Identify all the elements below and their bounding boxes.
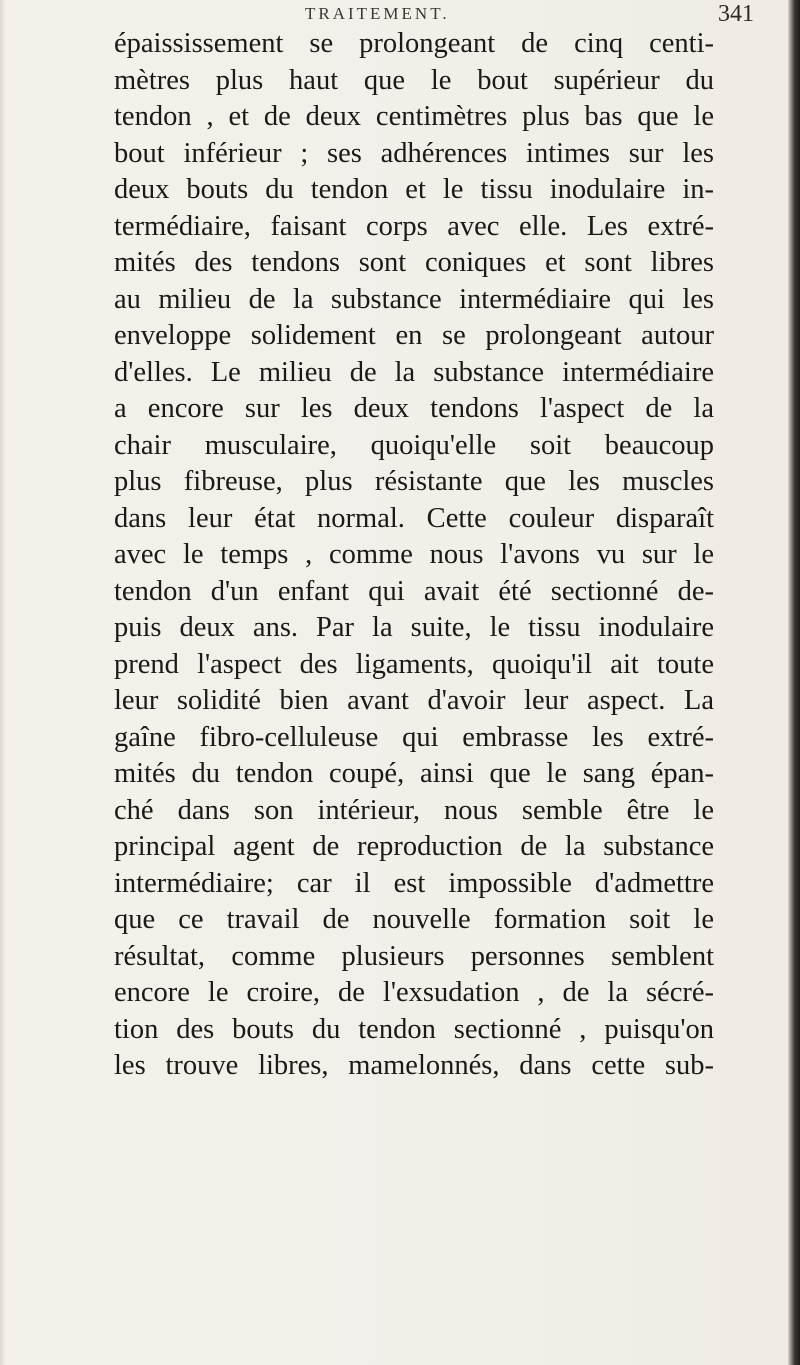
text-line: gaîne fibro-celluleuse qui embrasse les extré- [114,721,714,753]
text-line: tion des bouts du tendon sectionné , puisqu'on [114,1013,714,1045]
text-line: mités du tendon coupé, ainsi que le sang épan- [114,758,714,789]
text-line: mités des tendons sont coniques et sont libres [114,247,714,278]
page-gutter-shadow [0,0,6,1365]
text-line: bout inférieur ; ses adhérences intimes sur les [114,137,714,169]
running-title: TRAITEMENT. [305,4,450,23]
text-line: puis deux ans. Par la suite, le tissu inodulaire [114,612,714,643]
text-line: chair musculaire, quoiqu'elle soit beaucoup [114,429,714,461]
text-line: résultat, comme plusieurs personnes semblent [114,940,714,972]
text-line: termédiaire, faisant corps avec elle. Les extré- [114,210,714,242]
text-line: avec le temps , comme nous l'avons vu sur le [114,539,714,570]
text-line: deux bouts du tendon et le tissu inodulaire in- [114,174,714,205]
text-line: épaississement se prolongeant de cinq centi- [114,28,714,59]
text-line: leur solidité bien avant d'avoir leur aspect. La [114,685,714,716]
text-line: a encore sur les deux tendons l'aspect de la [114,393,714,424]
body-text [114,26,714,1085]
text-line: enveloppe solidement en se prolongeant autour [114,320,714,351]
text-line: prend l'aspect des ligaments, quoiqu'il ait toute [114,648,714,680]
text-line: principal agent de reproduction de la substance [114,831,714,862]
text-line: plus fibreuse, plus résistante que les muscles [114,466,714,497]
text-line: tendon d'un enfant qui avait été sectionné de- [114,575,714,607]
text-line: tendon , et de deux centimètres plus bas que le [114,101,714,132]
text-line: que ce travail de nouvelle formation soit le [114,904,714,935]
text-line: intermédiaire; car il est impossible d'admettre [114,867,714,899]
text-line: dans leur état normal. Cette couleur disparaît [114,502,714,534]
text-line: ché dans son intérieur, nous semble être le [114,794,714,826]
page-edge-binding [788,0,800,1365]
text-line: mètres plus haut que le bout supérieur du [114,64,714,96]
page-number: 341 [718,1,754,27]
text-line: d'elles. Le milieu de la substance intermédiaire [114,356,714,388]
text-line: les trouve libres, mamelonnés, dans cette sub- [114,1050,714,1081]
text-line: encore le croire, de l'exsudation , de la sécré- [114,977,714,1008]
text-line: au milieu de la substance intermédiaire qui les [114,283,714,315]
